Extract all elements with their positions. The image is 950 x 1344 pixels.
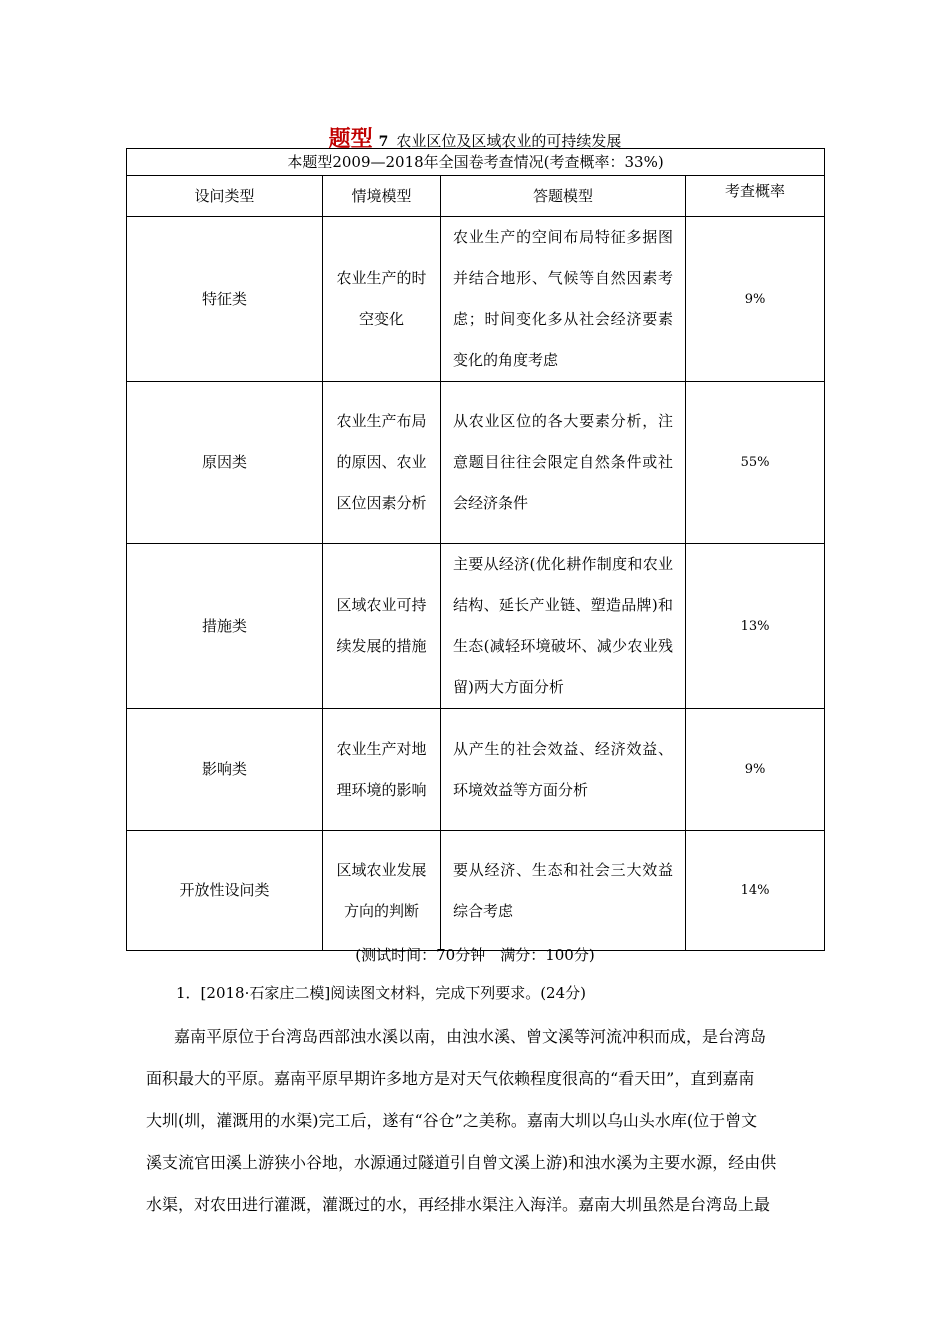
table-row [127, 382, 825, 544]
table-banner-row [127, 149, 825, 176]
question-heading: 1．[2018·石家庄二模]阅读图文材料，完成下列要求。(24分) [176, 984, 586, 1002]
table-row [127, 544, 825, 709]
exam-summary-table [126, 148, 825, 951]
column-header: 情境模型 [323, 176, 441, 217]
context-model-cell: 农业生产的时空变化 [323, 217, 441, 382]
context-model-cell: 区域农业可持续发展的措施 [323, 544, 441, 709]
reading-passage [146, 1016, 810, 1226]
answer-model-cell: 从农业区位的各大要素分析，注意题目往往会限定自然条件或社会经济条件 [441, 382, 686, 544]
context-model-cell: 农业生产布局的原因、农业区位因素分析 [323, 382, 441, 544]
question-type-cell: 原因类 [127, 382, 323, 544]
column-header: 答题模型 [441, 176, 686, 217]
passage-line: 水渠，对农田进行灌溉，灌溉过的水，再经排水渠注入海洋。嘉南大圳虽然是台湾岛上最 [146, 1195, 771, 1214]
question-type-cell: 开放性设问类 [127, 831, 323, 951]
context-model-cell: 农业生产对地理环境的影响 [323, 709, 441, 831]
table-row [127, 217, 825, 382]
section-type-label: 题型 [328, 127, 373, 152]
probability-cell: 55% [686, 382, 825, 544]
question-type-cell: 措施类 [127, 544, 323, 709]
question-type-cell: 影响类 [127, 709, 323, 831]
table-banner: 本题型2009—2018年全国卷考查情况(考查概率：33%) [127, 149, 825, 176]
column-header: 设问类型 [127, 176, 323, 217]
probability-cell: 13% [686, 544, 825, 709]
passage-line: 面积最大的平原。嘉南平原早期许多地方是对天气依赖程度很高的“看天田”，直到嘉南 [146, 1069, 755, 1088]
table-header-row [127, 176, 825, 217]
column-header: 考查概率 [686, 176, 825, 217]
context-model-cell: 区域农业发展方向的判断 [323, 831, 441, 951]
table-row [127, 709, 825, 831]
probability-cell: 9% [686, 217, 825, 382]
answer-model-cell: 从产生的社会效益、经济效益、环境效益等方面分析 [441, 709, 686, 831]
passage-line: 嘉南平原位于台湾岛西部浊水溪以南，由浊水溪、曾文溪等河流冲积而成，是台湾岛 [174, 1027, 767, 1046]
answer-model-cell: 主要从经济(优化耕作制度和农业结构、延长产业链、塑造品牌)和生态(减轻环境破坏、减少农业残留)两大方面分析 [441, 544, 686, 709]
table-row [127, 831, 825, 951]
test-info-note: (测试时间：70分钟 满分：100分) [355, 946, 595, 964]
answer-model-cell: 要从经济、生态和社会三大效益综合考虑 [441, 831, 686, 951]
section-topic: 农业区位及区域农业的可持续发展 [396, 132, 622, 150]
section-number: 7 [378, 134, 389, 150]
passage-line: 大圳(圳，灌溉用的水渠)完工后，遂有“谷仓”之美称。嘉南大圳以乌山头水库(位于曾文 [146, 1111, 758, 1130]
probability-cell: 9% [686, 709, 825, 831]
probability-cell: 14% [686, 831, 825, 951]
answer-model-cell: 农业生产的空间布局特征多据图并结合地形、气候等自然因素考虑；时间变化多从社会经济要素变化的角度考虑 [441, 217, 686, 382]
question-type-cell: 特征类 [127, 217, 323, 382]
passage-line: 溪支流官田溪上游狭小谷地，水源通过隧道引自曾文溪上游)和浊水溪为主要水源，经由供 [146, 1153, 777, 1172]
